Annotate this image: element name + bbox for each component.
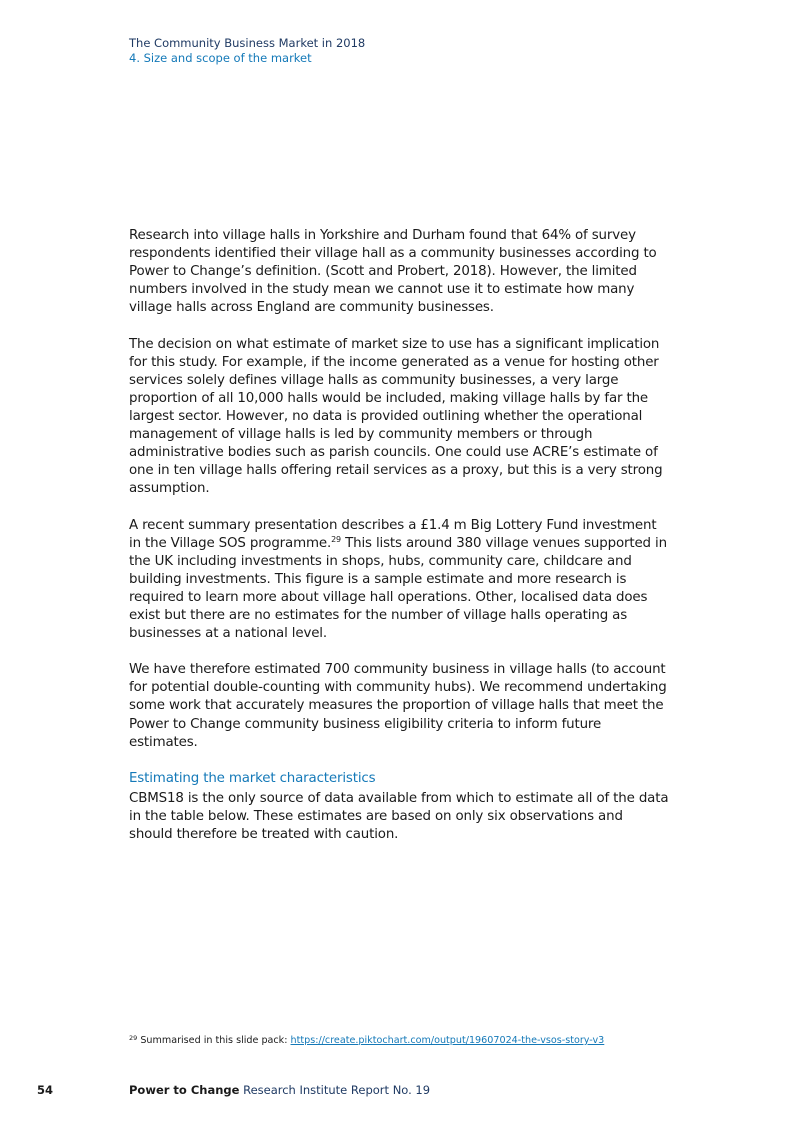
footnote-number: 29 (129, 1034, 138, 1042)
paragraph-estimate-700: We have therefore estimated 700 community business in village halls (to account for potential double-counting with community hubs). We recommend undertaking some work that accurately measures the proportion of village halls that meet the Power to Change community business eligibility criteria to inform future estimates. (129, 662, 667, 750)
page-number: 54 (37, 1083, 54, 1097)
footer-brand: Power to Change (129, 1083, 240, 1097)
paragraph-cbms18: CBMS18 is the only source of data available from which to estimate all of the data in the table below. These estimates are based on only six observations and should therefore be treated with caution. (129, 790, 669, 843)
section-title: 4. Size and scope of the market (129, 51, 312, 65)
footer-report-name: Research Institute Report No. 19 (239, 1083, 431, 1097)
footnote-reference[interactable]: 29 (331, 534, 341, 544)
footnote (129, 1034, 689, 1047)
subheading-market-characteristics: Estimating the market characteristics (129, 770, 376, 786)
paragraph-village-sos-part1: A recent summary presentation describes a £1.4 m Big Lottery Fund investment in the Village SOS programme. (129, 517, 657, 551)
main-content (129, 227, 669, 862)
footnote-link[interactable]: https://create.piktochart.com/output/19607024-the-vsos-story-v3 (290, 1035, 605, 1046)
running-header (129, 36, 365, 66)
paragraph-market-size-decision: The decision on what estimate of market size to use has a significant implication for this study. For example, if the income generated as a venue for hosting other services solely defines village halls as community businesses, a very large proportion of all 10,000 halls would be included, making village halls by far the largest sector. However, no data is provided outlining whether the operational management of village halls is led by community members or through administrative bodies such as parish councils. One could use ACRE’s estimate of one in ten village halls offering retail services as a proxy, but this is a very strong assumption. (129, 336, 663, 497)
report-title: The Community Business Market in 2018 (129, 36, 366, 50)
footnote-text: Summarised in this slide pack: (137, 1035, 291, 1046)
paragraph-village-halls-research: Research into village halls in Yorkshire and Durham found that 64% of survey respondents identified their village hall as a community businesses according to Power to Change’s definition. (Scott and Probert, 2018). However, the limited numbers involved in the study mean we cannot use it to estimate how many village halls across England are community businesses. (129, 228, 657, 316)
paragraph-village-sos-part2: This lists around 380 village venues supported in the UK including investments in shops, hubs, community care, childcare and building investments. This figure is a sample estimate and more research is required to learn more about village hall operations. Other, localised data does exist but there are no estimates for the number of village halls operating as businesses at a national level. (129, 535, 667, 642)
footer-title (129, 1083, 430, 1097)
paragraph-village-sos (129, 517, 669, 644)
